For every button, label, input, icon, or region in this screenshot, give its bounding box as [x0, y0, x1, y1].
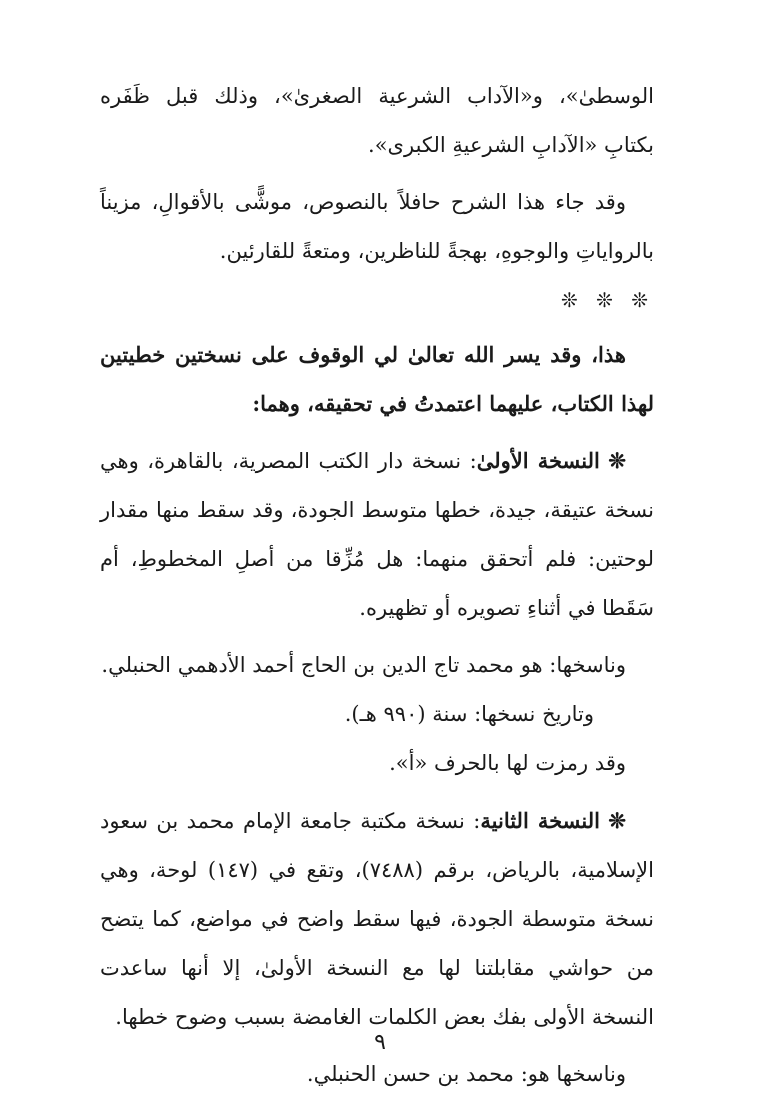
asterism-icon: ❊: [608, 808, 626, 833]
paragraph-first-copy-date: وتاريخ نسخها: سنة (٩٩٠ هـ).: [344, 702, 594, 726]
page-number: ٩: [374, 1030, 386, 1055]
paragraph-books-list: الوسطىٰ»، و«الآداب الشرعية الصغرىٰ»، وذلك قبل ظَفَره بكتابِ «الآدابِ الشرعيةِ الكبرى».: [100, 84, 654, 157]
first-manuscript-description: : نسخة دار الكتب المصرية، بالقاهرة، وهي نسخة عتيقة، جيدة، خطها متوسط الجودة، وقد سقط منها مقدار لوحتين: فلم أتحقق منهما: هل مُزِّقا من أصلِ المخطوطِ، أم سَقَطا في أثناءِ تصويره أو تظهيره.: [100, 449, 654, 620]
asterism-icon: ❊: [608, 448, 626, 473]
body-text: [100, 72, 654, 1099]
second-manuscript-description: : نسخة مكتبة جامعة الإمام محمد بن سعود الإسلامية، بالرياض، برقم (٧٤٨٨)، وتقع في (١٤٧) لوحة، وهي نسخة متوسطة الجودة، فيها سقط واضح في مواضع، كما يتضح من حواشي مقابلتنا لها مع النسخة الأولىٰ، إلا أنها ساعدت النسخة الأولى بفك بعض الكلمات الغامضة بسبب وضوح خطها.: [100, 809, 654, 1029]
second-manuscript-heading: النسخة الثانية: [480, 808, 600, 833]
paragraph-first-manuscript: [100, 436, 654, 633]
paragraph-second-manuscript: [100, 796, 654, 1042]
paragraph-first-copyist: وناسخها: هو محمد تاج الدين بن الحاج أحمد الأدهمي الحنبلي.: [101, 653, 626, 677]
paragraph-commentary-description: وقد جاء هذا الشرح حافلاً بالنصوص، موشًّى بالأقوالِ، مزيناً بالرواياتِ والوجوهِ، بهجةً للناظرين، ومتعةً للقارئين.: [100, 190, 654, 263]
paragraph-first-symbol: وقد رمزت لها بالحرف «أ».: [389, 751, 626, 775]
paragraph-second-copyist: وناسخها هو: محمد بن حسن الحنبلي.: [306, 1062, 626, 1086]
paragraph-manuscripts-intro: هذا، وقد يسر الله تعالىٰ لي الوقوف على نسختين خطيتين لهذا الكتاب، عليهما اعتمدتُ في تحقيقه، وهما:: [100, 342, 654, 416]
first-manuscript-heading: النسخة الأولىٰ: [476, 448, 600, 473]
section-divider-ornament: ❊ ❊ ❊: [561, 288, 654, 312]
